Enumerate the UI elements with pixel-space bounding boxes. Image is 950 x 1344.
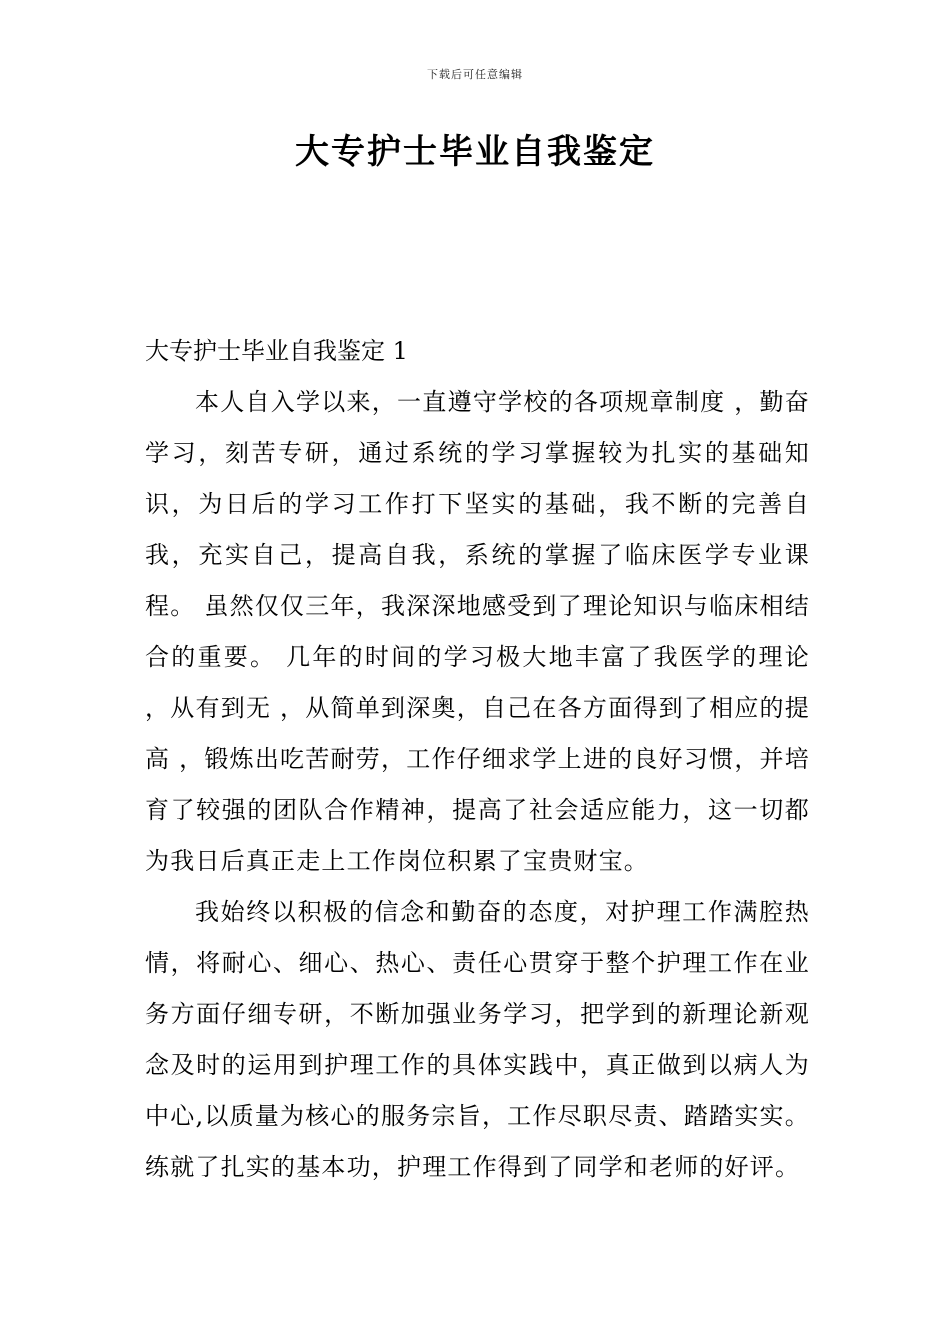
paragraph: 我始终以积极的信念和勤奋的态度，对护理工作满腔热情，将耐心、细心、热心、责任心贯穿于整个护理工作在业务方面仔细专研，不断加强业务学习，把学到的新理论新观念及时的运用到护理工作的具体实践中，真正做到以病人为中心,以质量为核心的服务宗旨，工作尽职尽责、踏踏实实。练就了扎实的基本功，护理工作得到了同学和老师的好评。 bbox=[145, 898, 810, 1181]
section-heading: 大专护士毕业自我鉴定 1 bbox=[145, 337, 408, 365]
document-body bbox=[145, 326, 810, 1193]
document-title: 大专护士毕业自我鉴定 bbox=[295, 132, 655, 172]
header-note: 下载后可任意编辑 bbox=[427, 68, 523, 81]
paragraph: 本人自入学以来，一直遵守学校的各项规章制度 ，勤奋学习，刻苦专研，通过系统的学习掌握较为扎实的基础知识，为日后的学习工作打下坚实的基础，我不断的完善自我，充实自己，提高自我，系统的掌握了临床医学专业课程。 虽然仅仅三年，我深深地感受到了理论知识与临床相结合的重要。 几年的时间的学习极大地丰富了我医学的理论 ，从有到无 ，从简单到深奥，自己在各方面得到了相应的提高 ，锻炼出吃苦耐劳，工作仔细求学上进的良好习惯，并培育了较强的团队合作精神，提高了社会适应能力，这一切都为我日后真正走上工作岗位积累了宝贵财宝。 bbox=[145, 388, 810, 875]
